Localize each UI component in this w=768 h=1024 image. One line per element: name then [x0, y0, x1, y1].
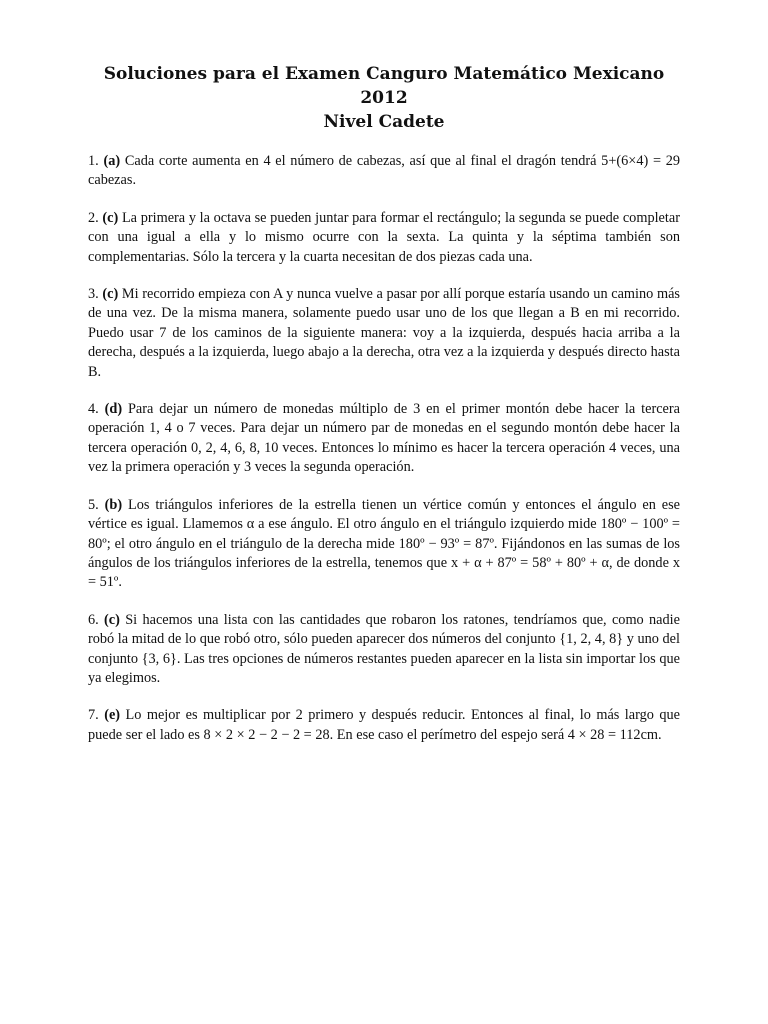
solution-number: 1. [88, 153, 99, 169]
solution-text: Cada corte aumenta en 4 el número de cabezas, así que al final el dragón tendrá 5+(6×4) = 29 cabezas. [88, 153, 681, 189]
document-page [88, 62, 680, 763]
solution-number: 5. [88, 496, 99, 513]
solution-answer: (a) [103, 153, 121, 169]
solution-number: 2. [88, 209, 99, 226]
solution-answer: (c) [104, 611, 120, 628]
solution-item [88, 152, 680, 191]
solution-item [88, 400, 680, 478]
solution-answer: (c) [102, 209, 119, 226]
solution-number: 3. [88, 286, 99, 303]
document-title [88, 62, 680, 134]
solution-item [88, 611, 680, 689]
solution-text: Mi recorrido empieza con A y nunca vuelve a pasar por allí porque estaría usando un camino más de una vez. De la misma manera, solamente puedo usar uno de los que llegan a B en mi recorrido. Puedo usar 7 de los caminos de la siguiente manera: voy a la izquierda, después hacia arriba a la derecha, después a la izquierda, luego abajo a la derecha, otra vez a la izquierda y después directo hasta B. [88, 286, 680, 380]
solution-text: La primera y la octava se pueden juntar para formar el rectángulo; la segunda se puede completar con una igual a ella y lo mismo ocurre con la sexta. La quinta y la séptima también son complementarias. Sólo la tercera y la cuarta necesitan de dos piezas cada una. [88, 209, 680, 265]
solutions-list [88, 152, 680, 745]
solution-item [88, 209, 680, 267]
solution-item [88, 496, 680, 593]
solution-text: Para dejar un número de monedas múltiplo de 3 en el primer montón debe hacer la tercera operación 1, 4 o 7 veces. Para dejar un número par de monedas en el segundo montón debe hacer la tercera operación 0, 2, 4, 6, 8, 10 veces. Entonces lo mínimo es hacer la tercera operación 4 veces, una vez la primera operación y 3 veces la segunda operación. [88, 401, 680, 476]
solution-answer: (c) [102, 286, 119, 303]
solution-answer: (d) [104, 401, 123, 418]
solution-number: 7. [88, 707, 99, 724]
solution-number: 4. [88, 401, 99, 418]
title-line-1: Soluciones para el Examen Canguro Matemático Mexicano 2012 [103, 64, 665, 108]
solution-text: Si hacemos una lista con las cantidades que robaron los ratones, tendríamos que, como nadie robó la mitad de lo que robó otro, sólo pueden aparecer dos números del conjunto {1, 2, 4, 8} y uno del conjunto {3, 6}. Las tres opciones de números restantes pueden aparecer en la lista sin importar los que ya elegimos. [88, 611, 680, 686]
solution-number: 6. [88, 611, 99, 628]
solution-text: Lo mejor es multiplicar por 2 primero y después reducir. Entonces al final, lo más largo que puede ser el lado es 8 × 2 × 2 − 2 − 2 = 28. En ese caso el perímetro del espejo será 4 × 28 = 112cm. [88, 707, 681, 743]
solution-item [88, 285, 680, 382]
solution-text: Los triángulos inferiores de la estrella tienen un vértice común y entonces el ángulo en ese vértice es igual. Llamemos α a ese ángulo. El otro ángulo en el triángulo izquierdo mide 180º − 100º = 80º; el otro ángulo en el triángulo de la derecha mide 180º − 93º = 87º. Fijándonos en las sumas de los ángulos de los triángulos inferiores de la estrella, tenemos que x + α + 87º = 58º + 80º + α, de donde x = 51º. [88, 496, 680, 591]
solution-answer: (e) [104, 707, 121, 724]
solution-item [88, 706, 680, 745]
title-line-2: Nivel Cadete [323, 112, 445, 132]
solution-answer: (b) [104, 496, 123, 513]
